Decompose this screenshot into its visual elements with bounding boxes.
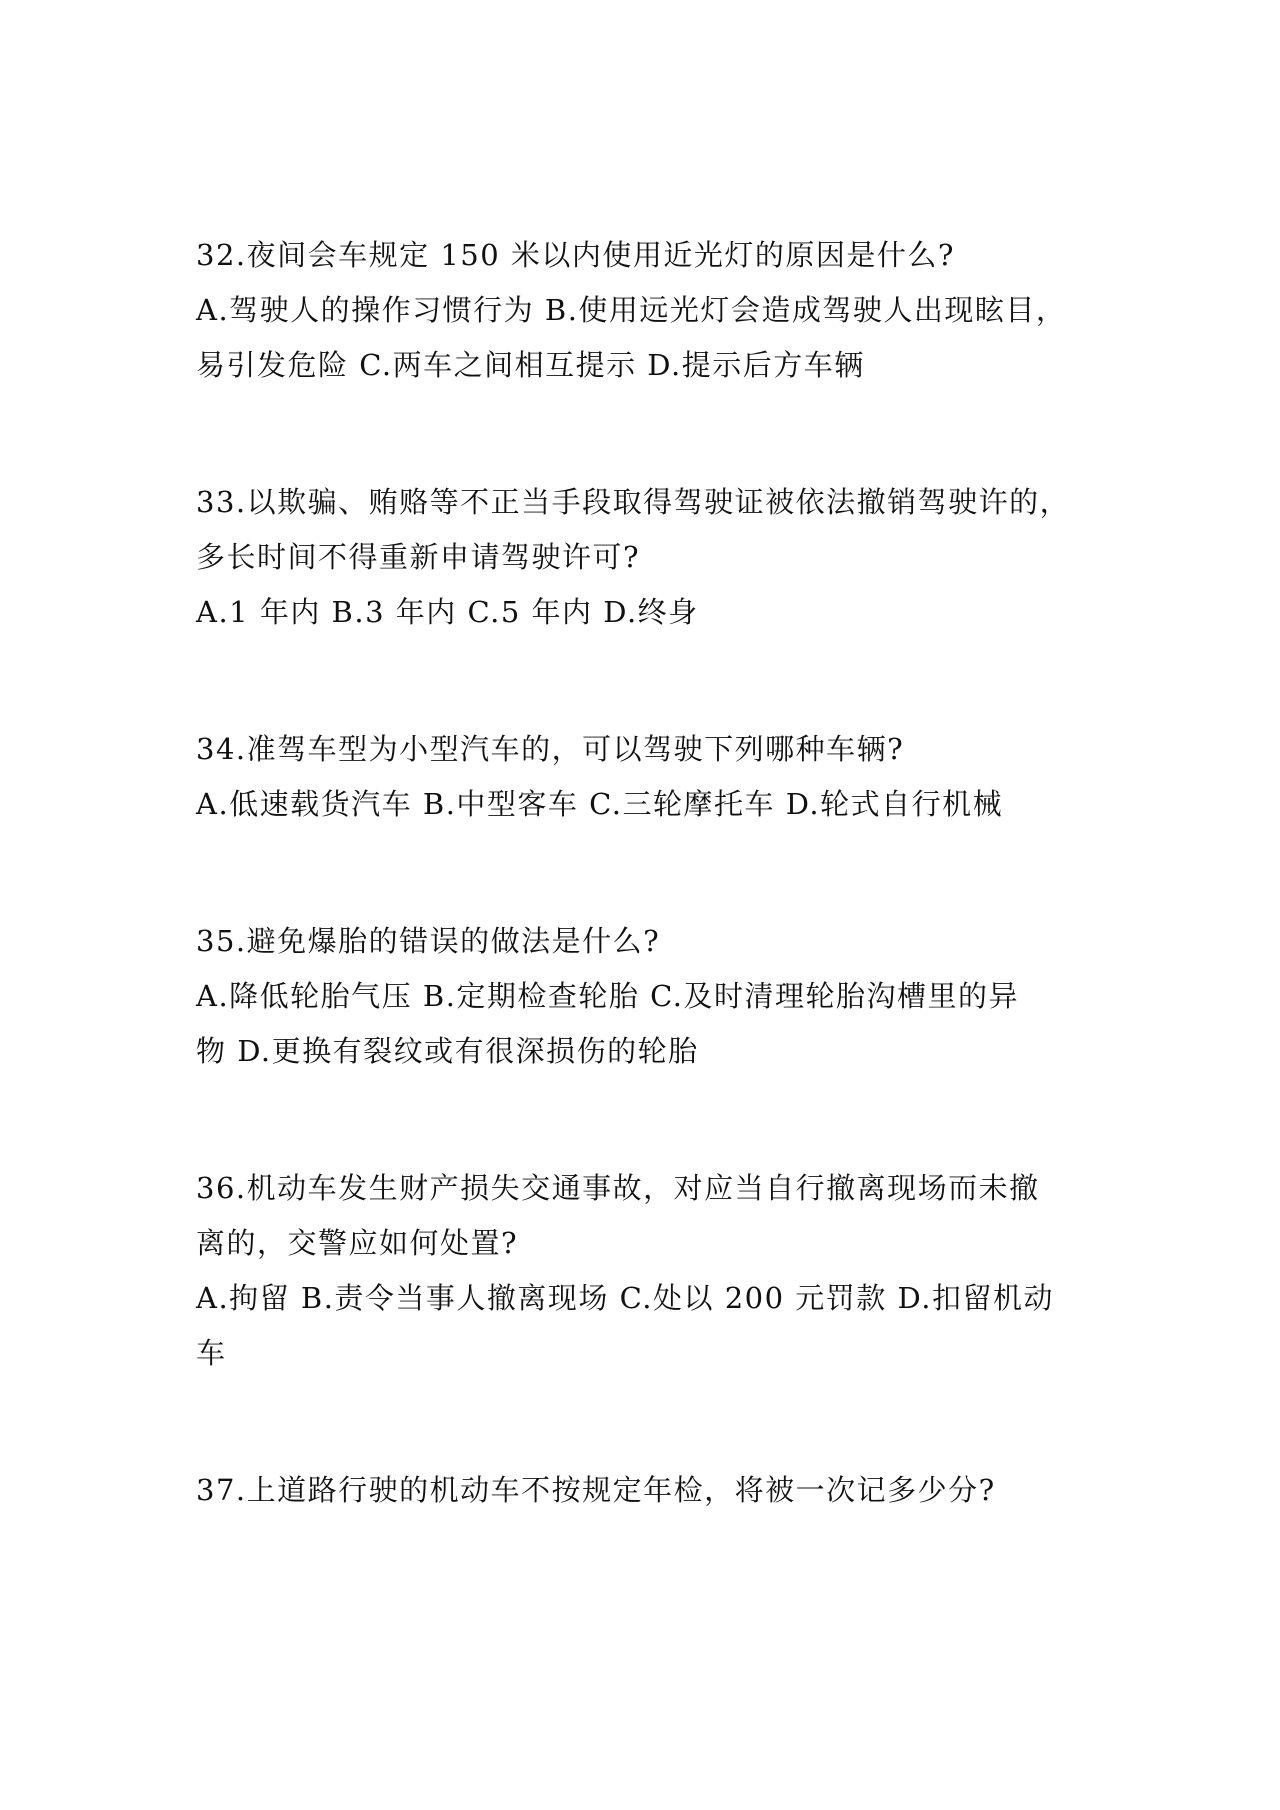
- question-34: [196, 722, 1096, 832]
- question-32-options-line-1: A.驾驶人的操作习惯行为 B.使用远光灯会造成驾驶人出现眩目，: [196, 293, 1067, 327]
- question-36-options-line-2: 车: [196, 1336, 227, 1370]
- question-33-stem-line-1: 33.以欺骗、贿赂等不正当手段取得驾驶证被依法撤销驾驶许的，: [196, 485, 1071, 519]
- question-36-stem-line-1: 36.机动车发生财产损失交通事故，对应当自行撤离现场而未撤: [196, 1171, 1040, 1205]
- question-36-options-line-1: A.拘留 B.责令当事人撤离现场 C.处以 200 元罚款 D.扣留机动: [196, 1281, 1054, 1315]
- question-32: [196, 228, 1096, 393]
- question-33: [196, 475, 1096, 640]
- question-34-stem: 34.准驾车型为小型汽车的，可以驾驶下列哪种车辆?: [196, 732, 905, 766]
- question-36-stem-line-2: 离的，交警应如何处置?: [196, 1226, 519, 1260]
- question-32-options-line-2: 易引发危险 C.两车之间相互提示 D.提示后方车辆: [196, 348, 865, 382]
- question-34-options: A.低速载货汽车 B.中型客车 C.三轮摩托车 D.轮式自行机械: [196, 787, 1004, 821]
- question-33-stem-line-2: 多长时间不得重新申请驾驶许可?: [196, 540, 641, 574]
- question-35: [196, 914, 1096, 1079]
- question-37: [196, 1463, 1096, 1518]
- question-37-stem: 37.上道路行驶的机动车不按规定年检，将被一次记多少分?: [196, 1473, 996, 1507]
- question-list: [196, 228, 1096, 1518]
- question-35-stem: 35.避免爆胎的错误的做法是什么?: [196, 924, 661, 958]
- question-36: [196, 1161, 1096, 1381]
- question-33-options: A.1 年内 B.3 年内 C.5 年内 D.终身: [196, 595, 699, 629]
- question-35-options-line-1: A.降低轮胎气压 B.定期检查轮胎 C.及时清理轮胎沟槽里的异: [196, 979, 1020, 1013]
- question-32-stem: 32.夜间会车规定 150 米以内使用近光灯的原因是什么?: [196, 238, 955, 272]
- question-35-options-line-2: 物 D.更换有裂纹或有很深损伤的轮胎: [196, 1034, 699, 1068]
